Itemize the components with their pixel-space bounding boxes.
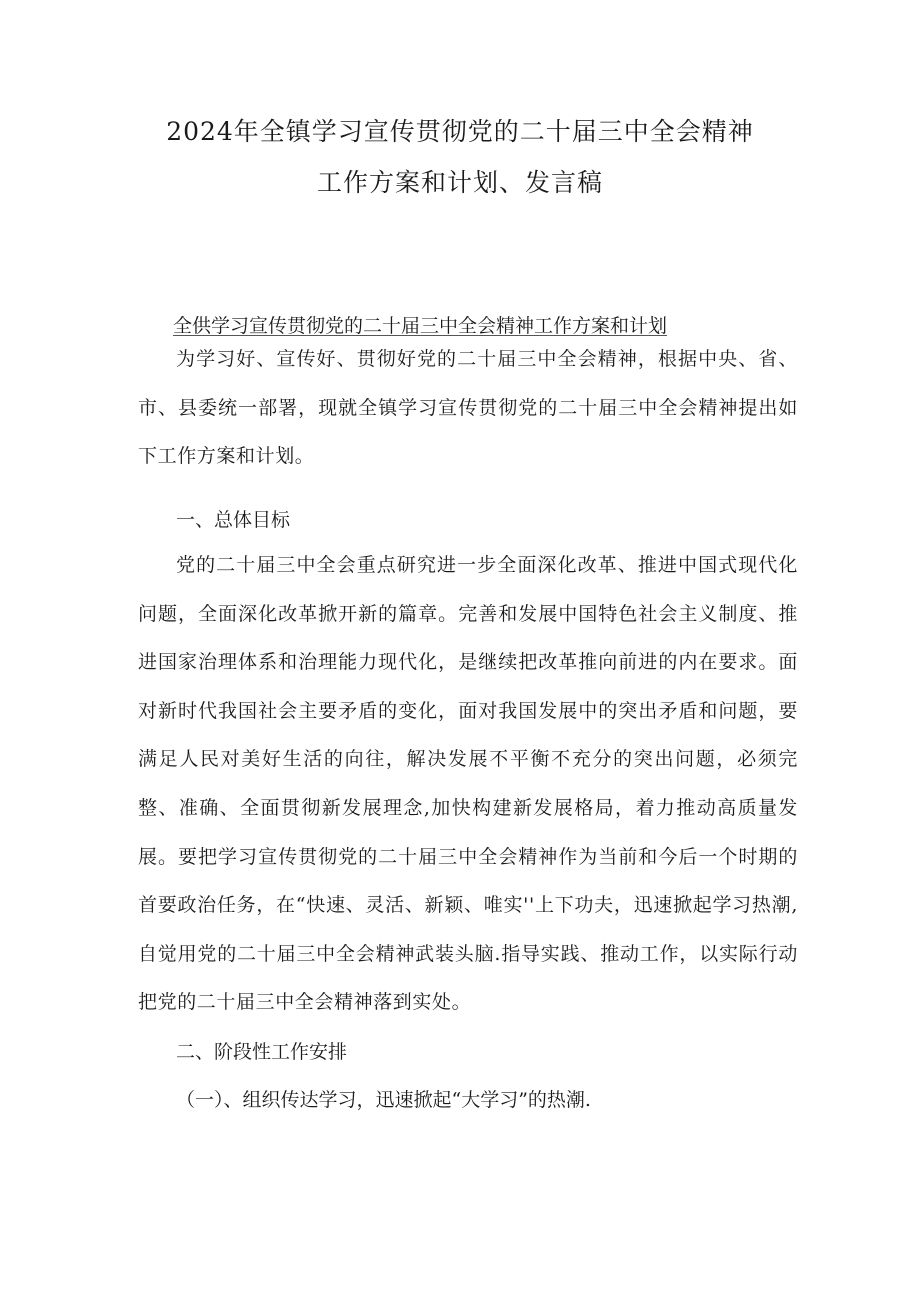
- subsection-heading-study: （一）、组织传达学习，迅速掀起“大学习”的热潮.: [176, 1089, 591, 1111]
- section-heading-arrangements: 二、阶段性工作安排: [176, 1041, 348, 1063]
- goals-paragraph: 党的二十届三中全会重点研究进一步全面深化改革、推进中国式现代化问题，全面深化改革掀开新的篇章。完善和发展中国特色社会主义制度、推进国家治理体系和治理能力现代化，是继续把改革推向前进的内在要求。面对新时代我国社会主要矛盾的变化，面对我国发展中的突出矛盾和问题，要满足人民对美好生活的向往，解决发展不平衡不充分的突出问题，必须完整、准确、全面贯彻新发展理念,加快构建新发展格局，着力推动高质量发展。要把学习宣传贯彻党的二十届三中全会精神作为当前和今后一个时期的首要政治任务，在“快速、灵活、新颖、唯实''上下功夫，迅速掀起学习热潮,自觉用党的二十届三中全会精神武装头脑.指导实践、推动工作，以实际行动把党的二十届三中全会精神落到实处。: [138, 554, 798, 1014]
- section-heading-goals: 一、总体目标: [176, 509, 291, 531]
- document-title-line-2: 工作方案和计划、发言稿: [316, 168, 603, 197]
- document-subtitle: 全供学习宣传贯彻党的二十届三中全会精神工作方案和计划: [173, 315, 668, 337]
- intro-paragraph: 为学习好、宣传好、贯彻好党的二十届三中全会精神，根据中央、省、市、县委统一部署，现就全镇学习宣传贯彻党的二十届三中全会精神提出如下工作方案和计划。: [138, 348, 798, 468]
- document-title-line-1: 2024年全镇学习宣传贯彻党的二十届三中全会精神: [166, 117, 754, 146]
